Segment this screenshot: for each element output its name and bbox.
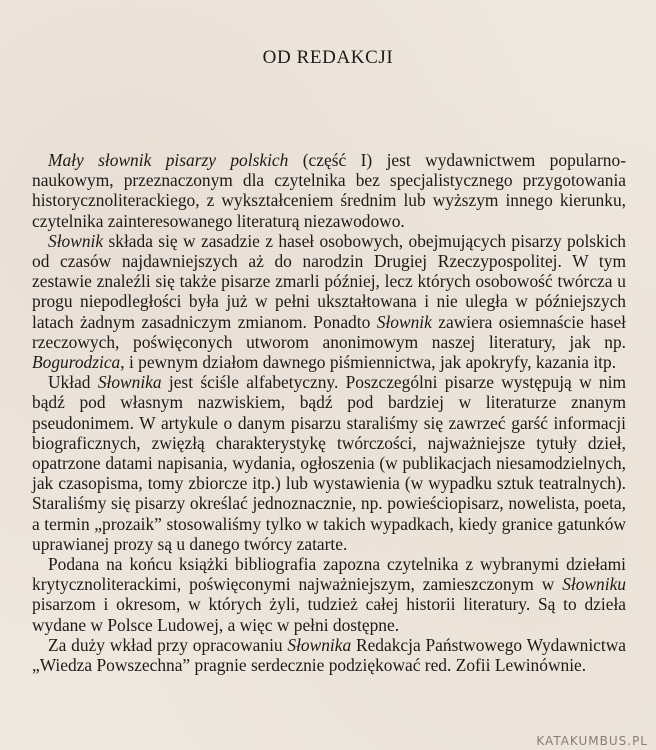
text-run: (część I) jest wydawnictwem popularno-naukowym, przeznaczonym dla czytelnika bez specjalistycznego przygotowania historycznoliterackiego, z wykształceniem średnim lub wyższym innego kierunku, czytelnika zainteresowanego literaturą niezawodowo. xyxy=(32,150,626,231)
paragraph-1 xyxy=(32,150,626,231)
text-run: pisarzom i okresom, w których żyli, tudzież całej historii literatury. Są to dzieła wydane w Polsce Ludowej, a więc w pełni dostępne. xyxy=(32,594,626,635)
watermark: KATAKUMBUS.PL xyxy=(536,734,648,748)
text-run: , i pewnym działom dawnego piśmiennictwa, jak apokryfy, kazania itp. xyxy=(120,352,617,373)
page-title: OD REDAKCJI xyxy=(262,47,394,68)
text-italic: Słownik xyxy=(376,311,432,332)
text-run: Redakcja Państwowego Wydawnictwa „Wiedza Powszechna” pragnie serdecznie podziękować red. Zofii Lewinównie. xyxy=(32,634,626,676)
paragraph-3 xyxy=(32,372,626,554)
text-italic: Słownika xyxy=(287,634,352,655)
text-run: Układ xyxy=(48,372,98,393)
text-run: Podana na końcu książki bibliografia zapozna czytelnika z wybranymi dziełami krytycznoliterackimi, poświęconymi najważniejszym, zamieszczonym w xyxy=(32,554,626,595)
text-italic: Mały słownik pisarzy polskich xyxy=(48,150,289,170)
text-italic: Bogurodzica xyxy=(32,352,121,373)
paragraph-2 xyxy=(32,231,626,372)
text-italic: Słownika xyxy=(97,372,162,393)
text-run: Za duży wkład przy opracowaniu xyxy=(48,634,288,655)
paragraph-4 xyxy=(32,554,626,635)
text-run: jest ściśle alfabetyczny. Poszczególni pisarze występują w nim bądź pod własnym nazwiskiem, bądź pod bardziej w literaturze znanym pseudonimem. W artykule o danym pisarzu staraliśmy się zawrzeć garść informacji biograficznych, zwięzłą charakterystykę twórczości, najważniejsze tytuły dzieł, opatrzone datami napisania, wydania, ogłoszenia (w publikacjach niesamodzielnych, jak czasopisma, tomy zbiorcze itp.) lub wystawienia (w wypadku sztuk teatralnych). Staraliśmy się pisarzy określać jednoznacznie, np. powieściopisarz, nowelista, poeta, a termin „prozaik” stosowaliśmy tylko w takich wypadkach, kiedy granice gatunków uprawianej prozy są u danego twórcy zatarte. xyxy=(32,372,626,554)
text-run: zawiera osiemnaście haseł rzeczowych, poświęconych utworom anonimowym naszej literatury, jak np. xyxy=(32,311,626,352)
text-italic: Słownik xyxy=(48,230,104,251)
text-run: składa się w zasadzie z haseł osobowych, obejmujących pisarzy polskich od czasów najdawniejszych aż do narodzin Drugiej Rzeczypospolitej. W tym zestawie znaleźli się także pisarze zmarli później, lecz których osobowość twórcza u progu niepodległości była już w pełni ukształtowana i nie uległa w późniejszych latach żadnym zasadniczym zmianom. Ponadto xyxy=(32,230,626,332)
text-italic: Słowniku xyxy=(562,574,626,595)
paragraph-5 xyxy=(32,635,626,675)
body-text xyxy=(32,150,626,675)
